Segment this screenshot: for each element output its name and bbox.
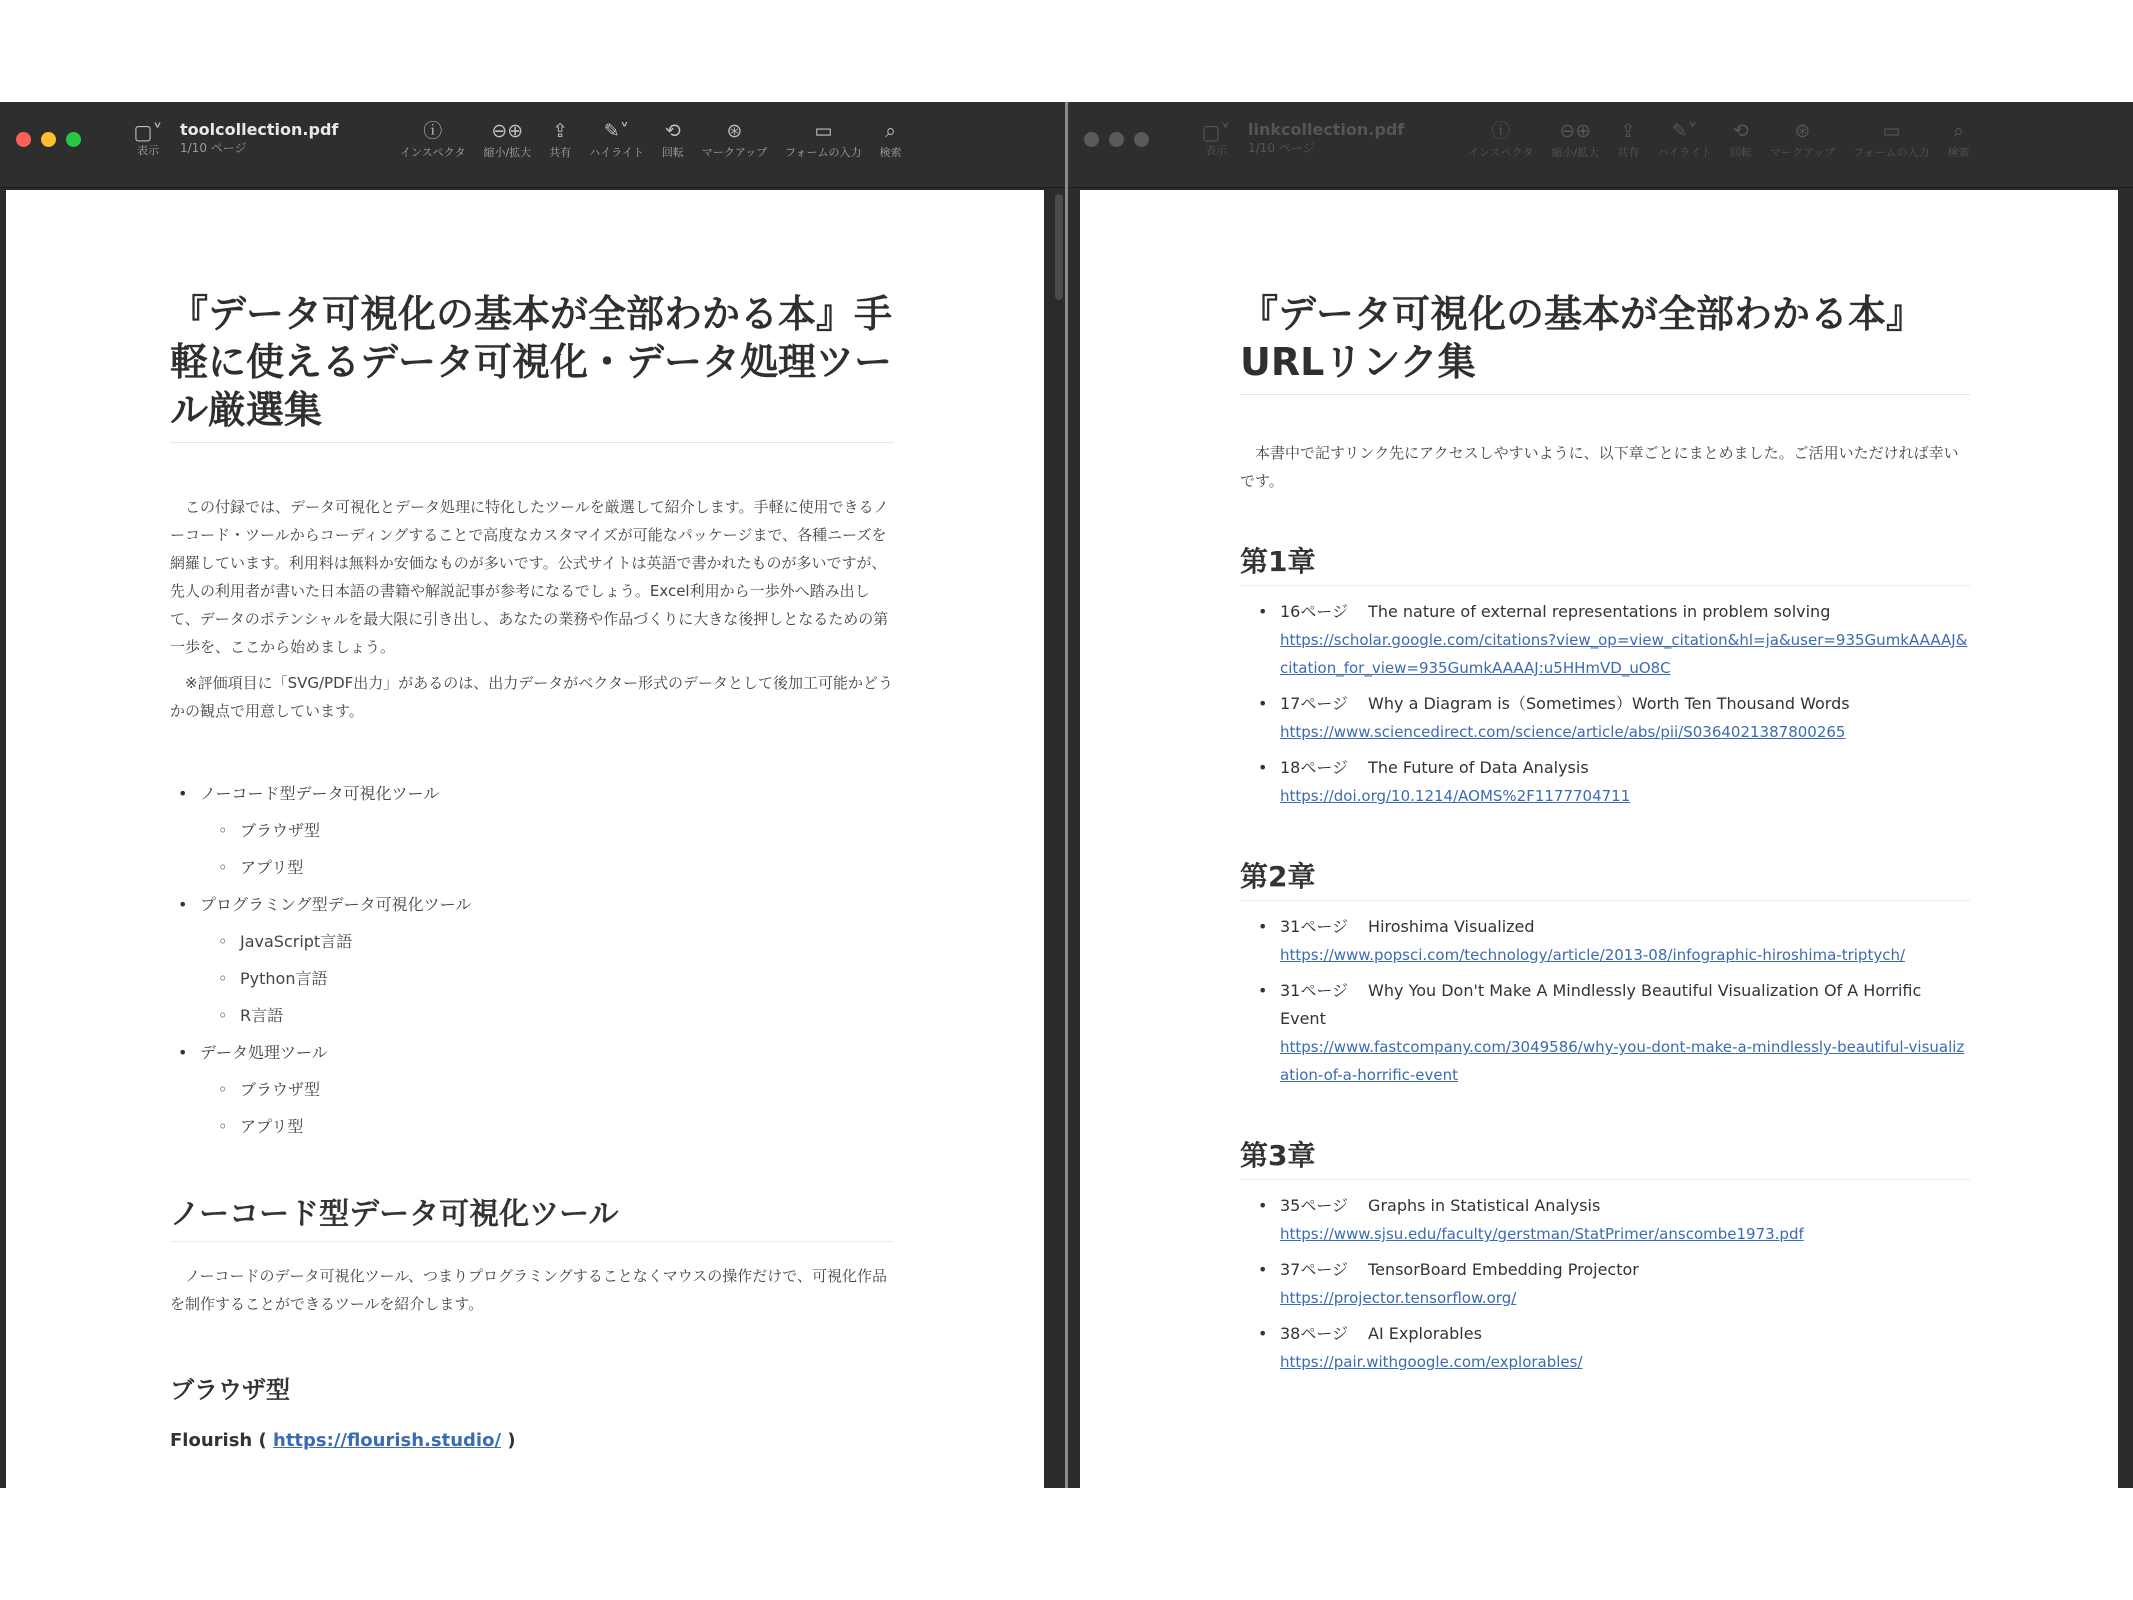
chapter-heading: 第3章 — [1240, 1137, 1970, 1180]
traffic-lights — [16, 132, 81, 147]
pen-icon: ✎˅ — [1671, 120, 1698, 142]
list-item — [200, 886, 894, 1034]
markup-icon: ⊛ — [1794, 120, 1811, 142]
minimize-button[interactable] — [41, 132, 56, 147]
subsection-heading: ブラウザ型 — [170, 1376, 290, 1404]
rotate-icon: ⟲ — [664, 120, 681, 142]
list-item: ◦ JavaScript言語 — [240, 923, 894, 960]
markup-button[interactable] — [702, 118, 767, 160]
ref-page: 18ページ — [1280, 758, 1349, 777]
ref-title: The nature of external representations in problem solving — [1368, 602, 1831, 621]
rotate-button[interactable] — [662, 118, 684, 160]
page-content — [1240, 290, 1970, 1384]
link-item — [1280, 754, 1970, 810]
tool-link[interactable]: https://flourish.studio/ — [273, 1430, 502, 1451]
link-item — [1280, 690, 1970, 746]
section-paragraph: ノーコードのデータ可視化ツール、つまりプログラミングすることなくマウスの操作だけで、可視化作品を制作することができるツールを紹介します。 — [170, 1267, 888, 1313]
link-item — [1280, 913, 1970, 969]
form-label: フォームの入力 — [1853, 146, 1930, 159]
rotate-button[interactable] — [1730, 118, 1752, 160]
markup-button[interactable] — [1770, 118, 1835, 160]
list-item: ◦ ブラウザ型 — [240, 1071, 894, 1108]
zoom-button[interactable] — [66, 132, 81, 147]
intro-paragraph: この付録では、データ可視化とデータ処理に特化したツールを厳選して紹介します。手軽に使用できるノーコード・ツールからコーディングすることで高度なカスタマイズが可能なパッケージまで、各種ニーズを網羅しています。利用料は無料か安価なものが多いです。公式サイトは英語で書かれたものが多いですが、先人の利用者が書いた日本語の書籍や解説記事が参考になるでしょう。Excel利用から一歩外へ踏み出して、データのポテンシャルを最大限に引き出し、あなたの業務や作品づくりに大きな後押しとなるための第一歩を、ここから始めましょう。 — [170, 498, 889, 656]
zoom-controls[interactable] — [483, 118, 531, 160]
form-icon: ▭ — [814, 120, 833, 142]
close-button[interactable] — [16, 132, 31, 147]
document-file-name: toolcollection.pdf — [180, 120, 339, 139]
ref-title: AI Explorables — [1368, 1324, 1482, 1343]
zoom-label: 縮小/拡大 — [483, 146, 532, 159]
share-icon: ⇪ — [552, 120, 569, 142]
tool-outline-list — [170, 775, 894, 1145]
ref-url-link[interactable]: https://doi.org/10.1214/AOMS%2F1177704711 — [1280, 787, 1631, 805]
search-button[interactable] — [880, 118, 902, 160]
ref-title: TensorBoard Embedding Projector — [1368, 1260, 1639, 1279]
pdf-page[interactable] — [1080, 190, 2118, 1488]
document-page-info: 1/10 ページ — [180, 141, 247, 155]
magnify-icon: ⊖⊕ — [491, 120, 524, 142]
rotate-label: 回転 — [661, 146, 684, 159]
sidebar-icon: ▢˅ — [1201, 120, 1231, 144]
inspector-button[interactable] — [400, 118, 465, 160]
share-icon: ⇪ — [1620, 120, 1637, 142]
ref-url-link[interactable]: https://www.popsci.com/technology/article/2013-08/infographic-hiroshima-triptych/ — [1280, 946, 1906, 964]
share-button[interactable] — [549, 118, 571, 160]
search-label: 検索 — [1947, 146, 1970, 159]
chapter-section — [1240, 858, 1970, 1089]
inspector-button[interactable] — [1468, 118, 1533, 160]
scrollbar[interactable] — [1055, 194, 1063, 300]
preview-window-linkcollection — [1068, 102, 2133, 1488]
section-heading: ノーコード型データ可視化ツール — [170, 1195, 894, 1242]
link-item — [1280, 977, 1970, 1089]
list-item: ◦ アプリ型 — [240, 1108, 894, 1145]
search-button[interactable] — [1948, 118, 1970, 160]
traffic-lights — [1084, 132, 1149, 147]
search-icon: ⌕ — [1953, 120, 1964, 142]
zoom-button[interactable] — [1134, 132, 1149, 147]
share-label: 共有 — [549, 146, 572, 159]
outline-label: データ処理ツール — [200, 1043, 328, 1062]
form-fill-button[interactable] — [785, 118, 861, 160]
highlight-label: ハイライト — [589, 146, 644, 159]
ref-page: 37ページ — [1280, 1260, 1349, 1279]
ref-title: The Future of Data Analysis — [1368, 758, 1589, 777]
chapter-section — [1240, 1137, 1970, 1376]
rotate-label: 回転 — [1729, 146, 1752, 159]
inspector-label: インスペクタ — [400, 146, 466, 159]
markup-label: マークアップ — [701, 146, 768, 159]
zoom-controls[interactable] — [1551, 118, 1599, 160]
outline-label: ノーコード型データ可視化ツール — [200, 784, 440, 803]
ref-title: Why You Don't Make A Mindlessly Beautiful Visualization Of A Horrific Event — [1280, 981, 1922, 1028]
ref-title: Graphs in Statistical Analysis — [1368, 1196, 1601, 1215]
outline-label: プログラミング型データ可視化ツール — [200, 895, 472, 914]
document-info — [180, 120, 338, 156]
ref-page: 17ページ — [1280, 694, 1349, 713]
chapter-heading: 第1章 — [1240, 543, 1970, 586]
intro-paragraph: 本書中で記すリンク先にアクセスしやすいように、以下章ごとにまとめました。ご活用いただければ幸いです。 — [1240, 444, 1959, 490]
highlight-button[interactable] — [589, 118, 644, 160]
toolbar-tools — [1468, 118, 1988, 160]
list-item: ◦ R言語 — [240, 997, 894, 1034]
window-toolbar — [1068, 102, 2133, 188]
page-title: 『データ可視化の基本が全部わかる本』手軽に使えるデータ可視化・データ処理ツール厳選集 — [170, 290, 894, 443]
ref-title: Hiroshima Visualized — [1368, 917, 1535, 936]
link-item — [1280, 1320, 1970, 1376]
highlight-button[interactable] — [1657, 118, 1712, 160]
document-file-name: linkcollection.pdf — [1248, 120, 1405, 139]
toolbar-tools — [400, 118, 920, 160]
highlight-label: ハイライト — [1657, 146, 1712, 159]
tool-entry — [170, 1430, 894, 1451]
rotate-icon: ⟲ — [1732, 120, 1749, 142]
form-label: フォームの入力 — [785, 146, 862, 159]
document-info — [1248, 120, 1404, 156]
ref-url-link[interactable]: https://www.sciencedirect.com/science/article/abs/pii/S0364021387800265 — [1280, 723, 1846, 741]
sidebar-icon: ▢˅ — [133, 120, 163, 144]
tool-name-close: ) — [507, 1430, 516, 1451]
list-item: ◦ Python言語 — [240, 960, 894, 997]
magnify-icon: ⊖⊕ — [1559, 120, 1592, 142]
minimize-button[interactable] — [1109, 132, 1124, 147]
page-title: 『データ可視化の基本が全部わかる本』URLリンク集 — [1240, 290, 1970, 395]
ref-page: 31ページ — [1280, 981, 1349, 1000]
chapter-section — [1240, 543, 1970, 810]
markup-icon: ⊛ — [726, 120, 743, 142]
list-item: ◦ アプリ型 — [240, 849, 894, 886]
info-icon: ⓘ — [423, 120, 443, 142]
share-button[interactable] — [1617, 118, 1639, 160]
chapter-heading: 第2章 — [1240, 858, 1970, 901]
ref-url-link[interactable]: https://projector.tensorflow.org/ — [1280, 1289, 1517, 1307]
window-toolbar — [0, 102, 1065, 188]
ref-url-link[interactable]: https://www.fastcompany.com/3049586/why-you-dont-make-a-mindlessly-beautiful-visualization-of-a-horrific-event — [1280, 1038, 1965, 1084]
ref-url-link[interactable]: https://www.sjsu.edu/faculty/gerstman/StatPrimer/anscombe1973.pdf — [1280, 1225, 1804, 1243]
list-item: ◦ ブラウザ型 — [240, 812, 894, 849]
link-item — [1280, 1256, 1970, 1312]
ref-page: 16ページ — [1280, 602, 1349, 621]
ref-title: Why a Diagram is（Sometimes）Worth Ten Thousand Words — [1368, 694, 1850, 713]
sidebar-toggle-button[interactable] — [120, 120, 176, 158]
markup-label: マークアップ — [1769, 146, 1836, 159]
list-item — [200, 1034, 894, 1145]
list-item — [200, 775, 894, 886]
pen-icon: ✎˅ — [603, 120, 630, 142]
zoom-label: 縮小/拡大 — [1551, 146, 1600, 159]
link-item — [1280, 1192, 1970, 1248]
ref-page: 35ページ — [1280, 1196, 1349, 1215]
pdf-page[interactable] — [6, 190, 1044, 1488]
inspector-label: インスペクタ — [1468, 146, 1534, 159]
sidebar-toggle-button[interactable] — [1188, 120, 1244, 158]
tool-name: Flourish ( — [170, 1430, 267, 1451]
sidebar-label: 表示 — [137, 144, 159, 157]
link-item — [1280, 598, 1970, 682]
ref-page: 31ページ — [1280, 917, 1349, 936]
info-icon: ⓘ — [1491, 120, 1511, 142]
form-icon: ▭ — [1882, 120, 1901, 142]
form-fill-button[interactable] — [1853, 118, 1929, 160]
sidebar-label: 表示 — [1205, 144, 1227, 157]
note-paragraph: ※評価項目に「SVG/PDF出力」があるのは、出力データがベクター形式のデータとして後加工可能かどうかの観点で用意しています。 — [170, 674, 893, 720]
ref-url-link[interactable]: https://scholar.google.com/citations?view_op=view_citation&hl=ja&user=935GumkAAAAJ&citation_for_view=935GumkAAAAJ:u5HHmVD_uO8C — [1280, 631, 1968, 677]
ref-url-link[interactable]: https://pair.withgoogle.com/explorables/ — [1280, 1353, 1583, 1371]
share-label: 共有 — [1617, 146, 1640, 159]
ref-page: 38ページ — [1280, 1324, 1349, 1343]
search-icon: ⌕ — [885, 120, 896, 142]
document-page-info: 1/10 ページ — [1248, 141, 1315, 155]
page-content — [170, 290, 894, 1451]
search-label: 検索 — [879, 146, 902, 159]
close-button[interactable] — [1084, 132, 1099, 147]
preview-window-toolcollection — [0, 102, 1065, 1488]
